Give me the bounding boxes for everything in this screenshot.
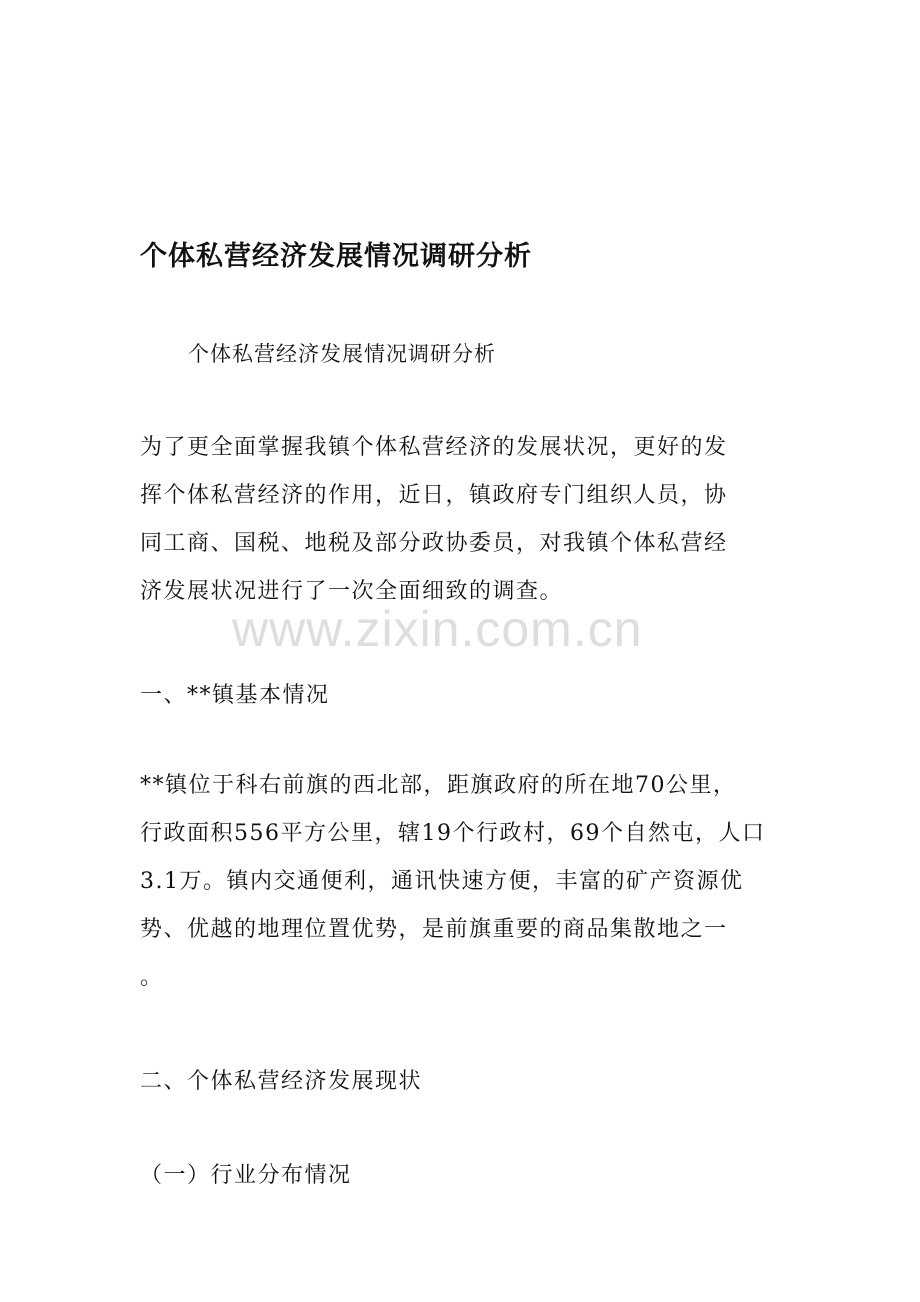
section-1-line: 。 (140, 965, 164, 990)
section-1-line: 行政面积556平方公里，辖19个行政村，69个自然屯，人口 (140, 821, 766, 846)
section-1-line: **镇位于科右前旗的西北部，距旗政府的所在地70公里， (140, 773, 737, 798)
intro-line: 同工商、国税、地税及部分政协委员，对我镇个体私营经 (140, 531, 728, 556)
section-1-line: 势、优越的地理位置优势，是前旗重要的商品集散地之一 (140, 917, 728, 942)
subsection-1-heading: （一）行业分布情况 (140, 1163, 352, 1188)
section-1-heading: 一、**镇基本情况 (140, 683, 330, 708)
intro-line: 挥个体私营经济的作用，近日，镇政府专门组织人员，协 (140, 483, 728, 508)
intro-line: 为了更全面掌握我镇个体私营经济的发展状况，更好的发 (140, 435, 728, 460)
intro-line: 济发展状况进行了一次全面细致的调查。 (140, 579, 564, 604)
section-1-line: 3.1万。镇内交通便利，通讯快速方便，丰富的矿产资源优 (140, 869, 744, 894)
section-2-heading: 二、个体私营经济发展现状 (140, 1069, 423, 1094)
section-1-paragraph (140, 762, 780, 1002)
watermark: www.zixin.com.cn (232, 601, 643, 657)
document-subtitle: 个体私营经济发展情况调研分析 (188, 342, 496, 366)
document-title: 个体私营经济发展情况调研分析 (140, 241, 532, 272)
intro-paragraph (140, 424, 780, 616)
